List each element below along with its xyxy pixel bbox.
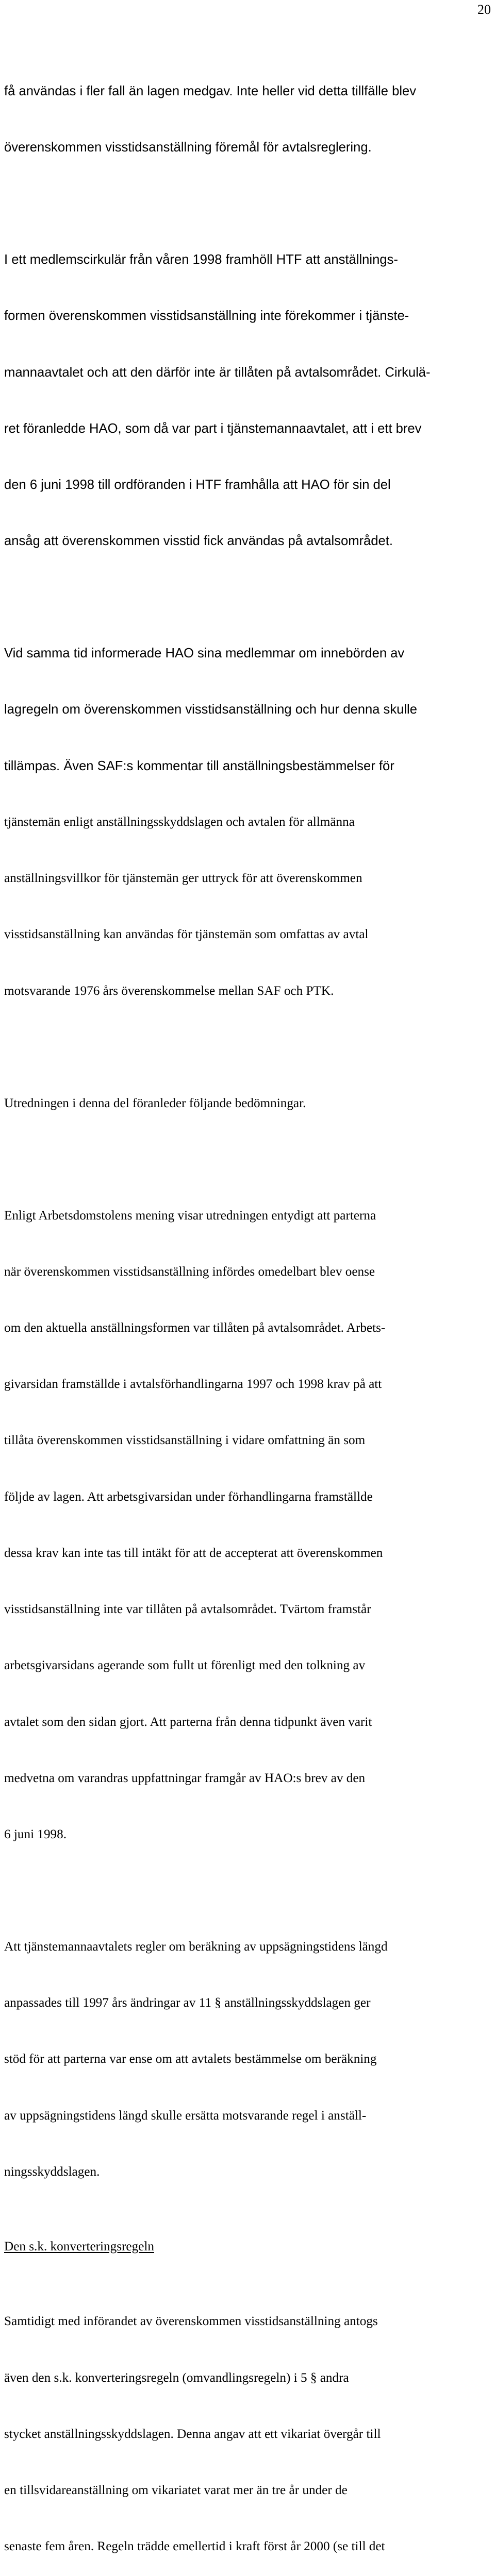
text-line: anpassades till 1997 års ändringar av 11 § anställningsskyddslagen ger [4,1994,491,2012]
paragraph [4,213,491,588]
text-line: 6 juni 1998. [4,1825,491,1844]
text-line: överenskommen visstidsanställning föremål för avtalsreglering. [4,138,491,157]
text-line: avtalet som den sidan gjort. Att parterna från denna tidpunkt även varit [4,1713,491,1732]
text-line: stycket anställningsskyddslagen. Denna angav att ett vikariat övergår till [4,2425,491,2444]
text-line: ningsskyddslagen. [4,2163,491,2181]
paragraph [4,606,491,1038]
document-body [4,44,491,2576]
text-line: motsvarande 1976 års överenskommelse mellan SAF och PTK. [4,982,491,1001]
page-number: 20 [477,3,491,16]
paragraph [4,1900,491,2219]
text-line: även den s.k. konverteringsregeln (omvandlingsregeln) i 5 § andra [4,2369,491,2387]
text-line: få användas i fler fall än lagen medgav. Inte heller vid detta tillfälle blev [4,82,491,100]
text-line: ret föranledde HAO, som då var part i tjänstemannaavtalet, att i ett brev [4,419,491,438]
text-line: när överenskommen visstidsanställning infördes omedelbart blev oense [4,1263,491,1281]
text-line: dessa krav kan inte tas till intäkt för att de accepterat att överenskommen [4,1544,491,1563]
paragraph [4,1169,491,1882]
text-line: den 6 juni 1998 till ordföranden i HTF framhålla att HAO för sin del [4,476,491,494]
text-line: anställningsvillkor för tjänstemän ger uttryck för att överenskommen [4,869,491,888]
text-line: Samtidigt med införandet av överenskommen visstidsanställning antogs [4,2312,491,2331]
text-line: mannaavtalet och att den därför inte är tillåten på avtalsområdet. Cirkulä- [4,363,491,382]
text-line: lagregeln om överenskommen visstidsanställning och hur denna skulle [4,700,491,719]
text-line: medvetna om varandras uppfattningar framgår av HAO:s brev av den [4,1769,491,1788]
text-line: Enligt Arbetsdomstolens mening visar utredningen entydigt att parterna [4,1207,491,1225]
text-line: av uppsägningstidens längd skulle ersätta motsvarande regel i anställ- [4,2107,491,2125]
text-line: Att tjänstemannaavtalets regler om beräkning av uppsägningstidens längd [4,1938,491,1956]
text-line: Utredningen i denna del föranleder följande bedömningar. [4,1094,491,1113]
text-line: ansåg att överenskommen visstid fick användas på avtalsområdet. [4,532,491,550]
text-line: I ett medlemscirkulär från våren 1998 framhöll HTF att anställnings- [4,250,491,269]
section-heading-text: Den s.k. konverteringsregeln [4,2240,154,2253]
text-line: tillämpas. Även SAF:s kommentar till anställningsbestämmelser för [4,757,491,775]
text-line: visstidsanställning inte var tillåten på avtalsområdet. Tvärtom framstår [4,1600,491,1619]
text-line: tjänstemän enligt anställningsskyddslagen och avtalen för allmänna [4,813,491,832]
text-line: en tillsvidareanställning om vikariatet varat mer än tre år under de [4,2481,491,2500]
text-line: Vid samma tid informerade HAO sina medlemmar om innebörden av [4,644,491,663]
section-heading [4,2238,491,2256]
paragraph [4,2275,491,2576]
text-line: följde av lagen. Att arbetsgivarsidan under förhandlingarna framställde [4,1488,491,1506]
text-line: formen överenskommen visstidsanställning inte förekommer i tjänste- [4,307,491,325]
text-line: tillåta överenskommen visstidsanställning i vidare omfattning än som [4,1431,491,1450]
text-line: stöd för att parterna var ense om att avtalets bestämmelse om beräkning [4,2050,491,2069]
text-line: visstidsanställning kan användas för tjänstemän som omfattas av avtal [4,925,491,944]
text-line: om den aktuella anställningsformen var tillåten på avtalsområdet. Arbets- [4,1319,491,1337]
paragraph [4,44,491,194]
text-line: arbetsgivarsidans agerande som fullt ut förenligt med den tolkning av [4,1656,491,1675]
text-line: givarsidan framställde i avtalsförhandlingarna 1997 och 1998 krav på att [4,1375,491,1394]
text-line: senaste fem åren. Regeln trädde emellertid i kraft först år 2000 (se till det [4,2537,491,2556]
document-page [0,0,495,971]
paragraph [4,1057,491,1150]
